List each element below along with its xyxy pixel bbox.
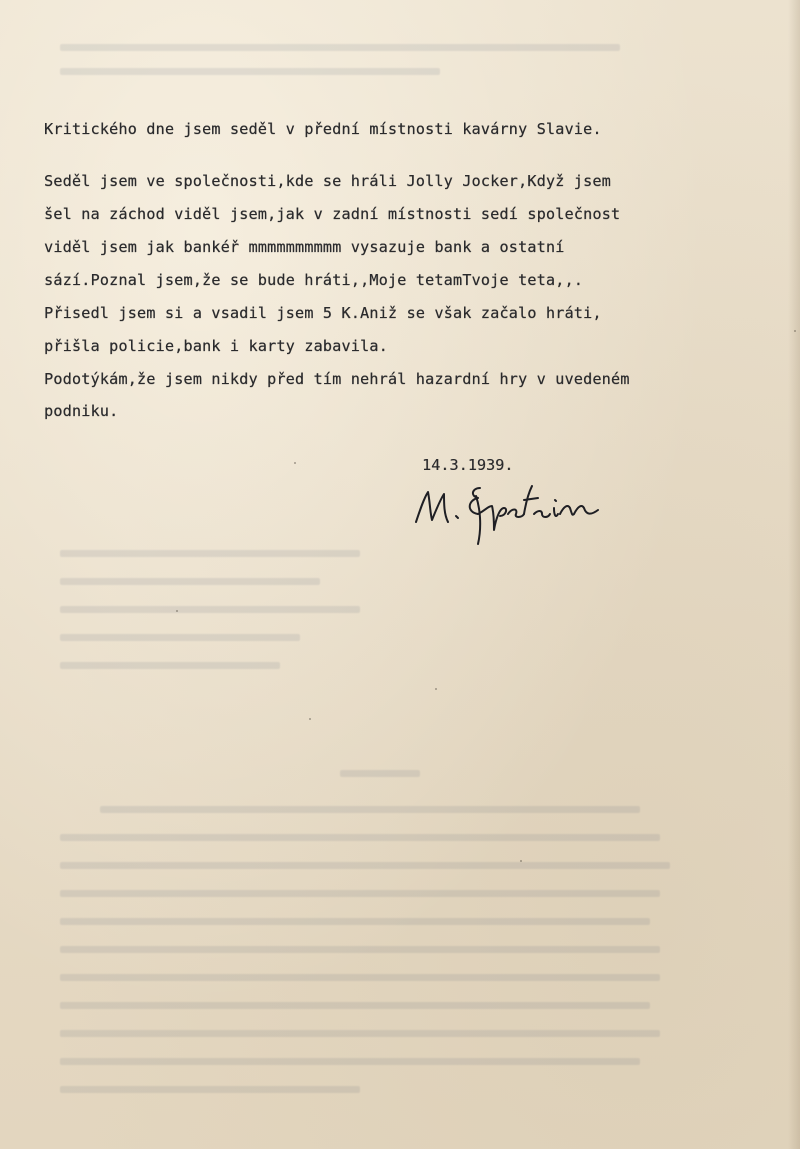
text-line-4: viděl jsem jak bankéř mmmmmmmmmm vysazuje bank a ostatní: [44, 238, 565, 256]
paper-edge: [788, 0, 800, 1149]
handwritten-signature: [408, 470, 608, 560]
text-line-9: podniku.: [44, 402, 119, 420]
bleed-through-text: [60, 30, 760, 1130]
text-line-7: přišla policie,bank i karty zabavila.: [44, 337, 388, 355]
document-date: 14.3.1939.: [422, 456, 514, 474]
text-line-3: šel na záchod viděl jsem,jak v zadní místnosti sedí společnost: [44, 205, 621, 223]
text-line-8: Podotýkám,že jsem nikdy před tím nehrál hazardní hry v uvedeném: [44, 370, 630, 388]
text-line-2: Seděl jsem ve společnosti,kde se hráli Jolly Jocker,Když jsem: [44, 172, 611, 190]
text-line-5: sází.Poznal jsem,že se bude hráti,,Moje tetamTvoje teta,,.: [44, 271, 584, 289]
text-line-1: Kritického dne jsem seděl v přední místnosti kavárny Slavie.: [44, 120, 602, 138]
text-line-6: Přisedl jsem si a vsadil jsem 5 K.Aniž se však začalo hráti,: [44, 304, 602, 322]
